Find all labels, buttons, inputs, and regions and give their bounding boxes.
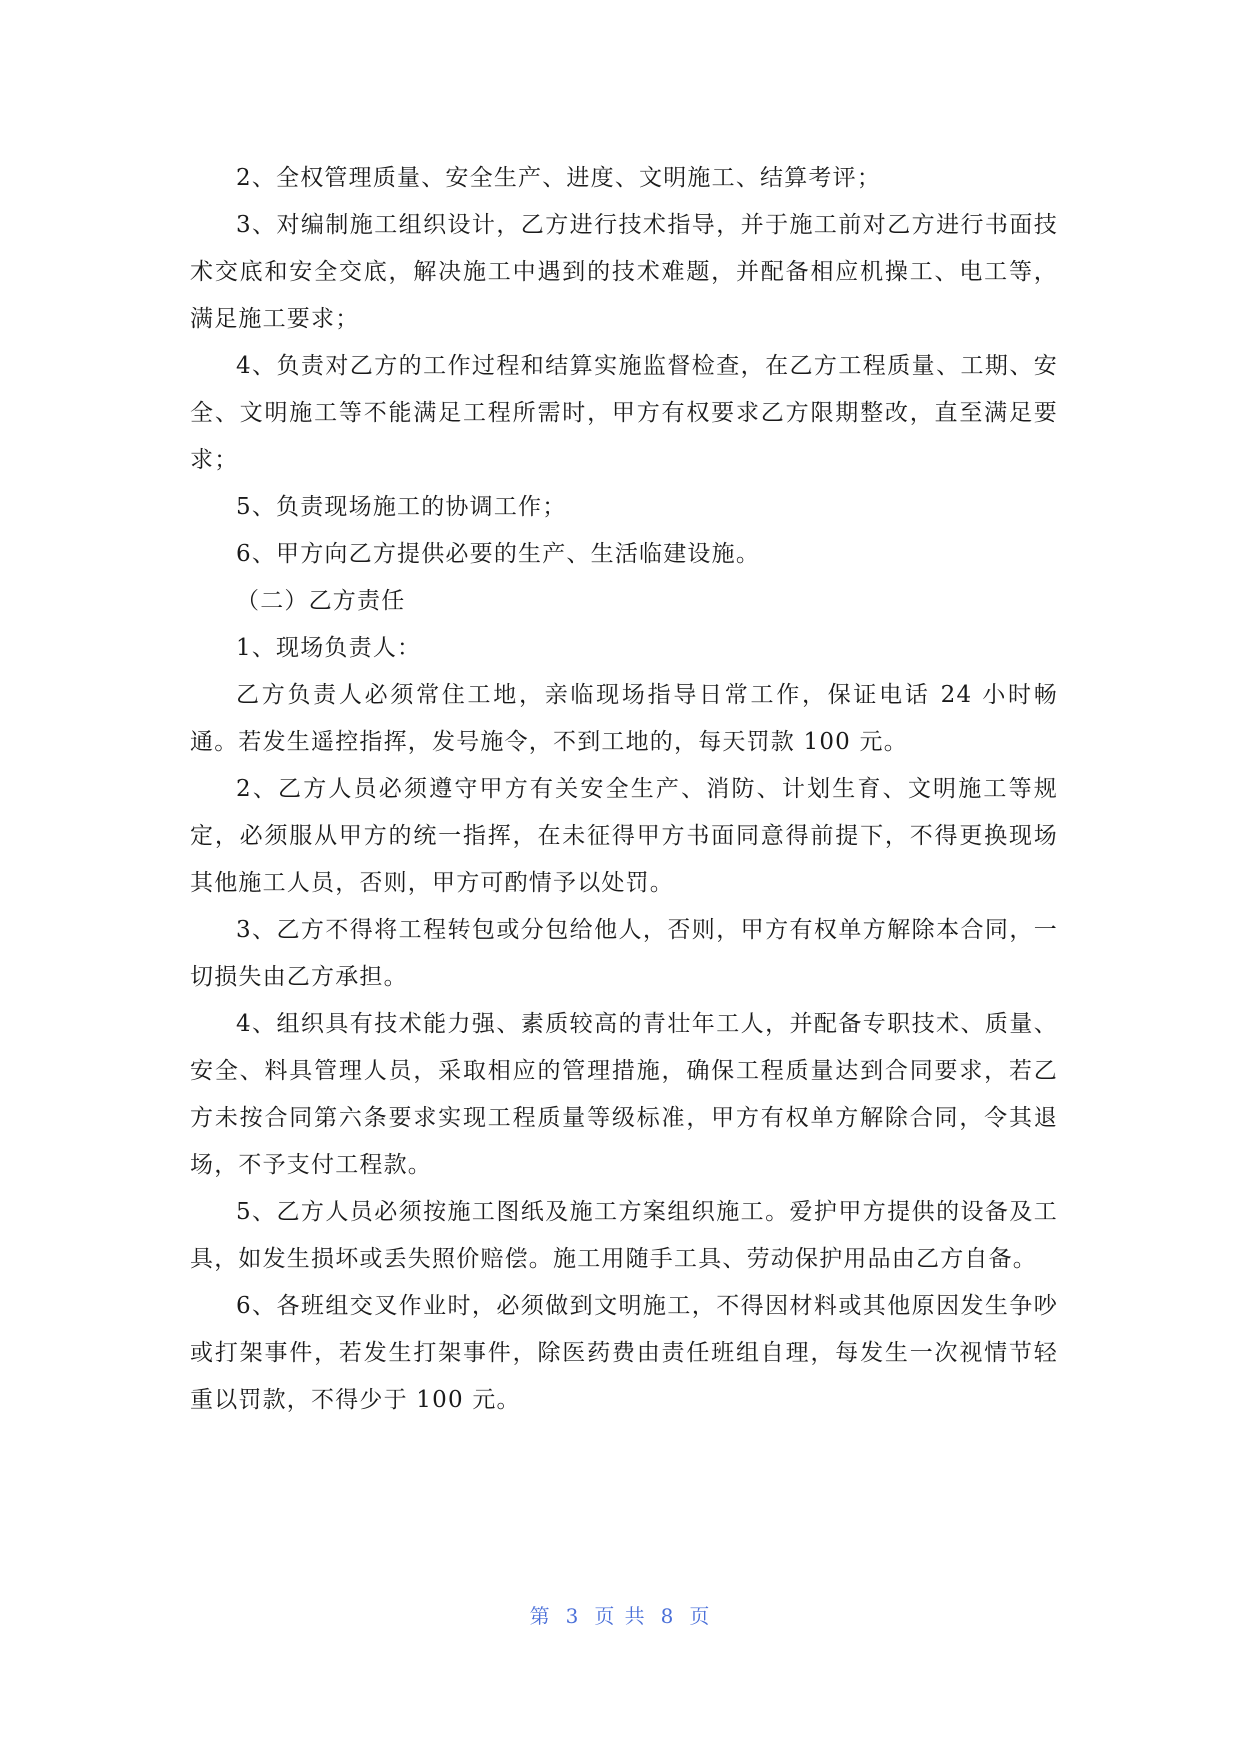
paragraph: 6、甲方向乙方提供必要的生产、生活临建设施。 bbox=[236, 541, 761, 567]
section-heading: （二）乙方责任 bbox=[236, 588, 406, 614]
footer-current-page: 3 bbox=[565, 1604, 581, 1628]
paragraph: 5、乙方人员必须按施工图纸及施工方案组织施工。爱护甲方提供的设备及工具，如发生损坏或丢失照价赔偿。施工用随手工具、劳动保护用品由乙方自备。 bbox=[190, 1199, 1058, 1272]
paragraph: 2、全权管理质量、安全生产、进度、文明施工、结算考评； bbox=[236, 165, 882, 191]
footer-total-pages: 8 bbox=[660, 1604, 676, 1628]
document-body bbox=[190, 155, 1058, 1424]
paragraph: 5、负责现场施工的协调工作； bbox=[236, 494, 567, 520]
paragraph: 4、组织具有技术能力强、素质较高的青壮年工人，并配备专职技术、质量、安全、料具管理人员，采取相应的管理措施，确保工程质量达到合同要求，若乙方未按合同第六条要求实现工程质量等级标准，甲方有权单方解除合同，令其退场，不予支付工程款。 bbox=[190, 1011, 1058, 1178]
paragraph: 1、现场负责人： bbox=[236, 635, 422, 661]
paragraph: 2、乙方人员必须遵守甲方有关安全生产、消防、计划生育、文明施工等规定，必须服从甲方的统一指挥，在未征得甲方书面同意得前提下，不得更换现场其他施工人员，否则，甲方可酌情予以处罚。 bbox=[190, 776, 1058, 896]
footer-label-of: 页 共 bbox=[594, 1604, 647, 1628]
paragraph: 3、对编制施工组织设计，乙方进行技术指导，并于施工前对乙方进行书面技术交底和安全交底，解决施工中遇到的技术难题，并配备相应机操工、电工等，满足施工要求； bbox=[190, 212, 1058, 332]
paragraph: 乙方负责人必须常住工地，亲临现场指导日常工作，保证电话 24 小时畅通。若发生遥控指挥，发号施令，不到工地的，每天罚款 100 元。 bbox=[190, 682, 1058, 755]
footer-label-end: 页 bbox=[689, 1604, 712, 1628]
paragraph: 6、各班组交叉作业时，必须做到文明施工，不得因材料或其他原因发生争吵或打架事件，若发生打架事件，除医药费由责任班组自理，每发生一次视情节轻重以罚款，不得少于 100 元。 bbox=[190, 1293, 1058, 1413]
footer-label-page: 第 bbox=[529, 1604, 552, 1628]
paragraph: 4、负责对乙方的工作过程和结算实施监督检查，在乙方工程质量、工期、安全、文明施工等不能满足工程所需时，甲方有权要求乙方限期整改，直至满足要求； bbox=[190, 353, 1058, 473]
page-number-footer bbox=[0, 1600, 1241, 1629]
paragraph: 3、乙方不得将工程转包或分包给他人，否则，甲方有权单方解除本合同，一切损失由乙方承担。 bbox=[190, 917, 1058, 990]
